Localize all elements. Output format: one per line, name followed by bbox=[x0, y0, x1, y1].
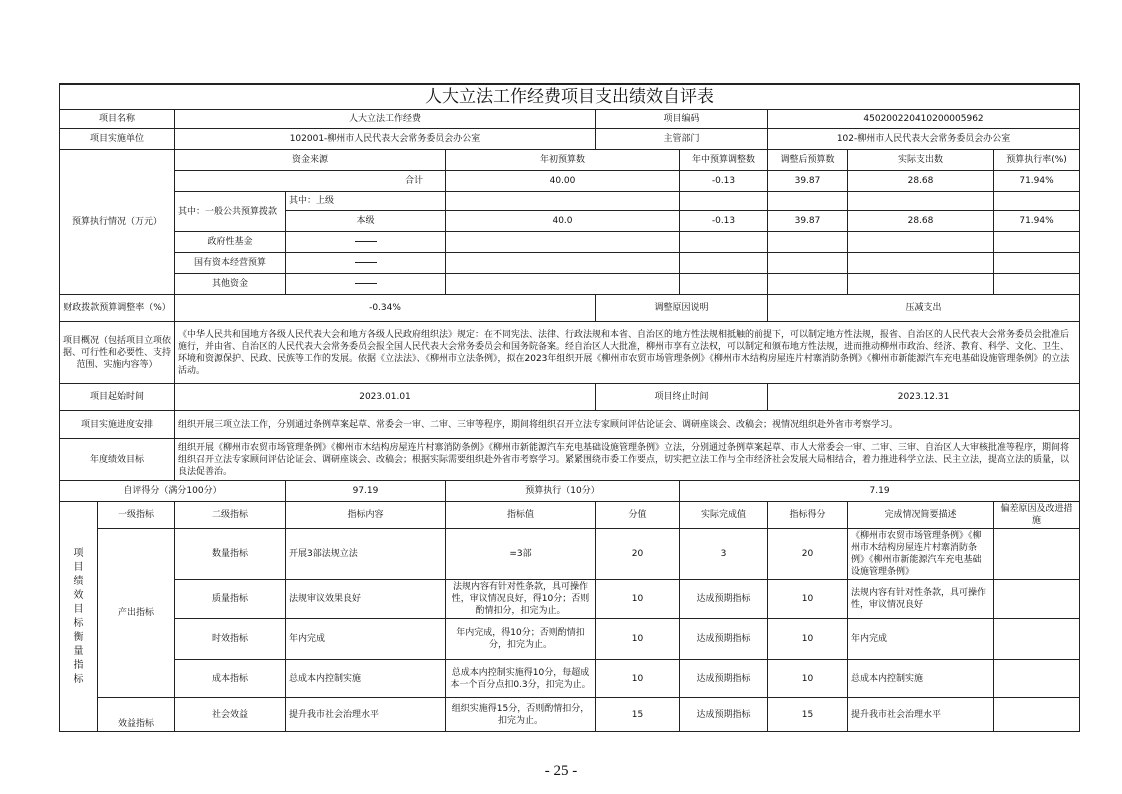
table-row-score: 15 bbox=[768, 698, 848, 732]
budget-rate-value: -0.34% bbox=[175, 295, 596, 322]
table-row-content: 法规审议效果良好 bbox=[286, 580, 446, 619]
start-value: 2023.01.01 bbox=[175, 384, 596, 411]
dept-value: 102-柳州市人民代表大会常务委员会办公室 bbox=[768, 129, 1080, 150]
upper-adjusted bbox=[768, 192, 848, 211]
state-capital-dash bbox=[286, 253, 446, 274]
goal-text: 组织开展《柳州市农贸市场管理条例》《柳州市木结构房屋连片村寨消防条例》《柳州市新能源汽车充电基础设施管理条例》立法，分别通过条例草案起草、市人大常委会一审、二审、三审、自治区人大审核批准等程序，期间将组织召开立法专家顾问评估论证会、调研座谈会、改稿会；根据实际需要组织赴外省市考察学习。紧紧围绕市委工作要点，切实把立法工作与全市经济社会发展大局相结合，着力推进科学立法、民主立法，提高立法的质量，以良法促善治。 bbox=[175, 439, 1080, 481]
table-row-l2: 社会效益 bbox=[175, 698, 286, 732]
budget-score-label: 预算执行（10分） bbox=[446, 481, 680, 502]
table-row-desc: 法规内容有针对性条款，具可操作性，审议情况良好 bbox=[848, 580, 994, 619]
table-row-l2: 质量指标 bbox=[175, 580, 286, 619]
table-row-points: 10 bbox=[596, 619, 680, 660]
table-row-points: 10 bbox=[596, 660, 680, 698]
table-row-content: 年内完成 bbox=[286, 619, 446, 660]
output-indicator-label: 产出指标 bbox=[98, 529, 175, 698]
budget-total-label: 合计 bbox=[175, 171, 446, 192]
other-fund-dash bbox=[286, 274, 446, 295]
state-capital-label: 国有资本经营预算 bbox=[175, 253, 286, 274]
budget-total-initial: 40.00 bbox=[446, 171, 680, 192]
general-budget-label: 其中：一般公共预算拨款 bbox=[175, 192, 286, 232]
table-row-points: 15 bbox=[596, 698, 680, 732]
table-row-deviation bbox=[994, 698, 1080, 732]
overview-text: 《中华人民共和国地方各级人民代表大会和地方各级人民政府组织法》规定：在不同宪法、法律、行政法规和本省、自治区的地方性法规相抵触的前提下，可以制定地方性法规，报省、自治区的人民代表大会常务委员会批准后施行，并由省、自治区的人民代表大会常务委员会报全国人民代表大会常务委员会和国务院备案。经自治区人大批准，柳州市享有立法权，可以制定和颁布地方性法规，进而推动柳州市政治、经济、教育、科学、文化、卫生、环境和资源保护、民政、民族等工作的发展。依据《立法法》、《柳州市立法条例》，拟在2023年组织开展《柳州市农贸市场管理条例》《柳州市木结构房屋连片村寨消防条例》《柳州市新能源汽车充电基础设施管理条例》的立法活动。 bbox=[175, 322, 1080, 384]
ind-header-desc: 完成情况简要描述 bbox=[848, 502, 994, 529]
budget-header-initial: 年初预算数 bbox=[446, 150, 680, 171]
progress-text: 组织开展三项立法工作，分别通过条例草案起草、常委会一审、二审、三审等程序，期间将组织召开立法专家顾问评估论证会、调研座谈会、改稿会；视情况组织赴外省市考察学习。 bbox=[175, 411, 1080, 439]
table-row-l2: 数量指标 bbox=[175, 529, 286, 580]
dash-mark bbox=[355, 262, 377, 263]
budget-header-source: 资金来源 bbox=[175, 150, 446, 171]
table-row-actual: 达成预期指标 bbox=[680, 660, 768, 698]
table-row-deviation bbox=[994, 619, 1080, 660]
upper-label: 其中：上级 bbox=[286, 192, 446, 211]
table-row-deviation bbox=[994, 660, 1080, 698]
self-score-value: 97.19 bbox=[286, 481, 446, 502]
table-row-value: 法规内容有针对性条款，具可操作性，审议情况良好，得10分；否则酌情扣分，扣完为止。 bbox=[446, 580, 596, 619]
end-label: 项目终止时间 bbox=[596, 384, 768, 411]
budget-header-adjusted: 调整后预算数 bbox=[768, 150, 848, 171]
local-actual: 28.68 bbox=[848, 211, 994, 232]
budget-total-adjust: -0.13 bbox=[680, 171, 768, 192]
table-row-value: =3部 bbox=[446, 529, 596, 580]
table-row-value: 组织实施得15分，否则酌情扣分，扣完为止。 bbox=[446, 698, 596, 732]
ind-header-value: 指标值 bbox=[446, 502, 596, 529]
project-code-label: 项目编码 bbox=[596, 110, 768, 129]
budget-header-actual: 实际支出数 bbox=[848, 150, 994, 171]
table-row-value: 年内完成，得10分；否则酌情扣分，扣完为止。 bbox=[446, 619, 596, 660]
table-row-actual: 达成预期指标 bbox=[680, 580, 768, 619]
indicator-side-label: 项 目 绩 效 目 标 衡 量 指 标 bbox=[60, 502, 98, 732]
page-number: - 25 - bbox=[544, 763, 578, 779]
upper-actual bbox=[848, 192, 994, 211]
dash-mark bbox=[355, 241, 377, 242]
performance-evaluation-table bbox=[59, 83, 1080, 732]
ind-header-points: 分值 bbox=[596, 502, 680, 529]
budget-header-adjust: 年中预算调整数 bbox=[680, 150, 768, 171]
table-row-actual: 3 bbox=[680, 529, 768, 580]
local-label: 本级 bbox=[286, 211, 446, 232]
local-rate: 71.94% bbox=[994, 211, 1080, 232]
budget-header-rate: 预算执行率(%) bbox=[994, 150, 1080, 171]
table-row-score: 10 bbox=[768, 660, 848, 698]
project-name-label: 项目名称 bbox=[60, 110, 175, 129]
table-row-l2: 成本指标 bbox=[175, 660, 286, 698]
project-unit-label: 项目实施单位 bbox=[60, 129, 175, 150]
progress-label: 项目实施进度安排 bbox=[60, 411, 175, 439]
table-row-score: 10 bbox=[768, 580, 848, 619]
table-row-content: 开展3部法规立法 bbox=[286, 529, 446, 580]
self-score-label: 自评得分（满分100分） bbox=[60, 481, 286, 502]
budget-section-label: 预算执行情况（万元） bbox=[60, 150, 175, 295]
table-row-deviation bbox=[994, 580, 1080, 619]
other-fund-label: 其他资金 bbox=[175, 274, 286, 295]
table-row-desc: 提升我市社会治理水平 bbox=[848, 698, 994, 732]
end-value: 2023.12.31 bbox=[768, 384, 1080, 411]
table-row-score: 10 bbox=[768, 619, 848, 660]
budget-total-actual: 28.68 bbox=[848, 171, 994, 192]
gov-fund-label: 政府性基金 bbox=[175, 232, 286, 253]
gov-fund-dash bbox=[286, 232, 446, 253]
budget-score-value: 7.19 bbox=[680, 481, 1080, 502]
table-row-desc: 年内完成 bbox=[848, 619, 994, 660]
table-row-score: 20 bbox=[768, 529, 848, 580]
budget-rate-label: 财政拨款预算调整率（%） bbox=[60, 295, 175, 322]
upper-initial bbox=[446, 192, 680, 211]
dash-mark bbox=[355, 283, 377, 284]
goal-label: 年度绩效目标 bbox=[60, 439, 175, 481]
table-row-desc: 总成本内控制实施 bbox=[848, 660, 994, 698]
table-row-value: 总成本内控制实施得10分，每超成本一个百分点扣0.3分，扣完为止。 bbox=[446, 660, 596, 698]
dept-label: 主管部门 bbox=[596, 129, 768, 150]
project-name-value: 人大立法工作经费 bbox=[175, 110, 596, 129]
ind-header-content: 指标内容 bbox=[286, 502, 446, 529]
table-row-content: 总成本内控制实施 bbox=[286, 660, 446, 698]
ind-header-score: 指标得分 bbox=[768, 502, 848, 529]
reason-label: 调整原因说明 bbox=[596, 295, 768, 322]
project-unit-value: 102001-柳州市人民代表大会常务委员会办公室 bbox=[175, 129, 596, 150]
start-label: 项目起始时间 bbox=[60, 384, 175, 411]
upper-adjust bbox=[680, 192, 768, 211]
ind-header-l2: 二级指标 bbox=[175, 502, 286, 529]
table-row-content: 提升我市社会治理水平 bbox=[286, 698, 446, 732]
budget-total-adjusted: 39.87 bbox=[768, 171, 848, 192]
ind-header-l1: 一级指标 bbox=[98, 502, 175, 529]
table-row-points: 10 bbox=[596, 580, 680, 619]
budget-total-rate: 71.94% bbox=[994, 171, 1080, 192]
ind-header-actual: 实际完成值 bbox=[680, 502, 768, 529]
ind-header-deviation: 偏差原因及改进措施 bbox=[994, 502, 1080, 529]
table-row-points: 20 bbox=[596, 529, 680, 580]
local-adjusted: 39.87 bbox=[768, 211, 848, 232]
local-initial: 40.0 bbox=[446, 211, 680, 232]
upper-rate bbox=[994, 192, 1080, 211]
local-adjust: -0.13 bbox=[680, 211, 768, 232]
table-row-deviation bbox=[994, 529, 1080, 580]
reason-value: 压减支出 bbox=[768, 295, 1080, 322]
table-row-actual: 达成预期指标 bbox=[680, 619, 768, 660]
table-row-actual: 达成预期指标 bbox=[680, 698, 768, 732]
overview-label: 项目概况（包括项目立项依据、可行性和必要性、支持范围、实施内容等） bbox=[60, 322, 175, 384]
project-code-value: 450200220410200005962 bbox=[768, 110, 1080, 129]
table-row-desc: 《柳州市农贸市场管理条例》《柳州市木结构房屋连片村寨消防条例》《柳州市新能源汽车充电基础设施管理条例》 bbox=[848, 529, 994, 580]
table-row-l2: 时效指标 bbox=[175, 619, 286, 660]
effect-indicator-label: 效益指标 bbox=[98, 698, 175, 732]
table-title: 人大立法工作经费项目支出绩效自评表 bbox=[60, 84, 1080, 110]
